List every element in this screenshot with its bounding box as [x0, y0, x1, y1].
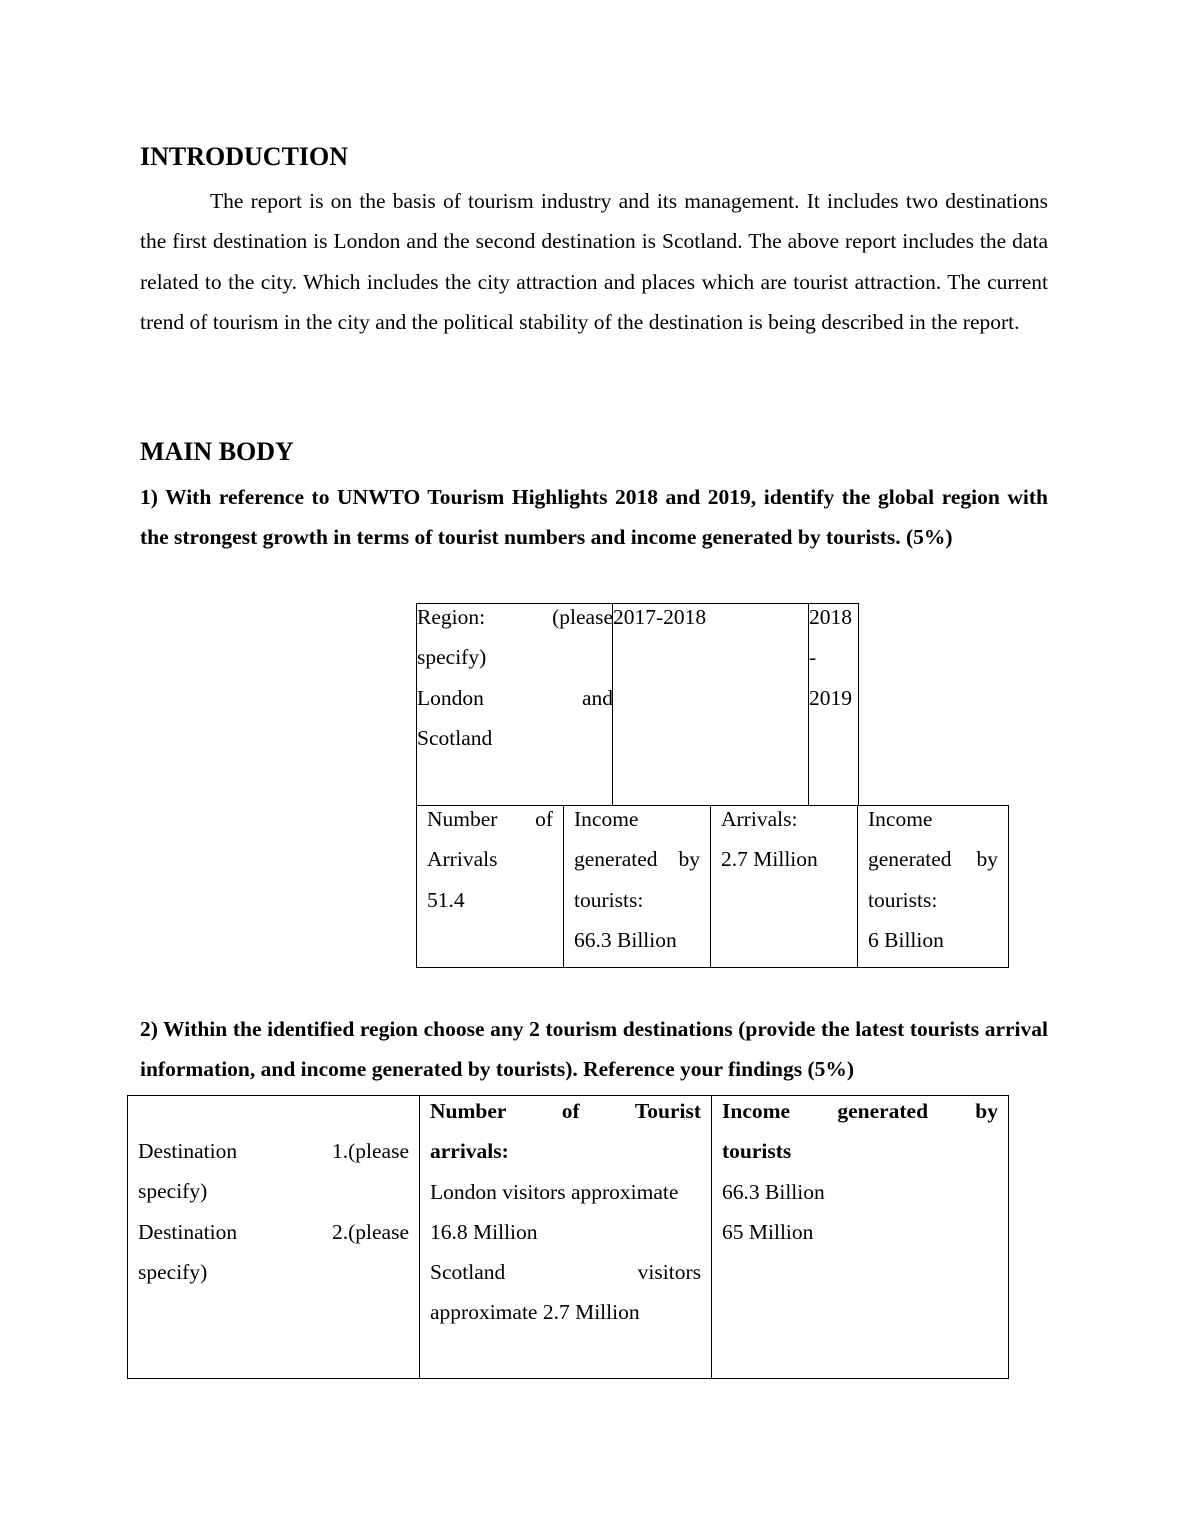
tourist-arrivals-cell	[430, 1091, 701, 1333]
london-visitors-value: 16.8 Million	[430, 1219, 538, 1244]
scotland-visitors-value: approximate 2.7 Million	[430, 1300, 640, 1325]
income-cell	[574, 799, 700, 960]
header-2018-2019	[809, 597, 859, 718]
header-2018: 2018	[809, 605, 852, 629]
income-h-tourists: tourists	[722, 1139, 792, 1164]
main-body-heading: MAIN BODY	[140, 437, 294, 466]
region-scotland: Scotland	[417, 725, 493, 750]
income2-cell	[868, 799, 998, 960]
region-london: London	[417, 685, 484, 710]
region-label: Region:	[417, 605, 486, 629]
income-value: 66.3 Billion	[574, 927, 677, 952]
income2-tourists: tourists:	[868, 887, 938, 912]
arrivals-of: of	[535, 807, 553, 831]
region-please: (please	[552, 605, 613, 629]
arrivals-number: Number	[427, 807, 498, 831]
arrivals-h-tourist: Tourist	[634, 1099, 701, 1123]
header-dash: -	[809, 645, 817, 670]
introduction-paragraph: The report is on the basis of tourism industry and its management. It includes two destinations the first destination is London and the second destination is Scotland. The above report includes the data related to the city. Which includes the city attraction and places which are tourist attraction. The current trend of tourism in the city and the political stability of the destination is being described in the report.	[140, 189, 1048, 334]
income-generated-cell	[722, 1091, 998, 1252]
income-tourists: tourists:	[574, 887, 644, 912]
arrivals-cell	[427, 799, 553, 920]
scotland-label: Scotland	[430, 1260, 506, 1285]
destination-2-specify: specify)	[138, 1259, 208, 1284]
income2-value: 6 Billion	[868, 927, 944, 952]
arrivals-h-number: Number	[430, 1099, 507, 1123]
income-h-income: Income	[722, 1099, 791, 1123]
region-specify: specify)	[417, 645, 487, 670]
arrivals2-value: 2.7 Million	[721, 847, 818, 872]
income2-by: by	[976, 847, 998, 872]
arrivals-h-of: of	[561, 1099, 580, 1123]
scotland-visitors: visitors	[637, 1260, 701, 1285]
arrivals2-cell	[721, 799, 847, 880]
region-cell	[417, 597, 613, 758]
destination-2-label: Destination	[138, 1219, 238, 1244]
header-2019: 2019	[809, 685, 852, 710]
question-1: 1) With reference to UNWTO Tourism Highlights 2018 and 2019, identify the global region with the strongest growth in terms of tourist numbers and income generated by tourists. (5%)	[140, 485, 1048, 550]
arrivals-value: 51.4	[427, 887, 465, 912]
destination-1-specify: specify)	[138, 1179, 208, 1204]
income2-label: Income	[868, 807, 933, 831]
destination-2-please: 2.(please	[331, 1219, 409, 1244]
destinations-cell	[138, 1131, 409, 1292]
destination-1-label: Destination	[138, 1139, 238, 1163]
arrivals-h-arrivals: arrivals:	[430, 1139, 509, 1164]
question-2: 2) Within the identified region choose any 2 tourism destinations (provide the latest tourists arrival information, and income generated by tourists). Reference your findings (5%)	[140, 1017, 1048, 1082]
income-h-generated: generated	[837, 1099, 929, 1123]
income-label: Income	[574, 807, 639, 831]
income-scotland: 65 Million	[722, 1219, 814, 1244]
london-visitors: London visitors approximate	[430, 1179, 679, 1204]
income-generated: generated	[574, 847, 658, 872]
introduction-heading: INTRODUCTION	[140, 142, 349, 171]
region-and: and	[581, 685, 613, 710]
header-2017-2018: 2017-2018	[613, 605, 707, 629]
income-by: by	[678, 847, 700, 872]
arrivals-label: Arrivals	[427, 847, 498, 872]
destination-1-please: 1.(please	[331, 1139, 409, 1163]
income2-generated: generated	[868, 847, 952, 872]
income-h-by: by	[975, 1099, 999, 1123]
arrivals2-label: Arrivals:	[721, 807, 798, 831]
income-london: 66.3 Billion	[722, 1179, 825, 1204]
